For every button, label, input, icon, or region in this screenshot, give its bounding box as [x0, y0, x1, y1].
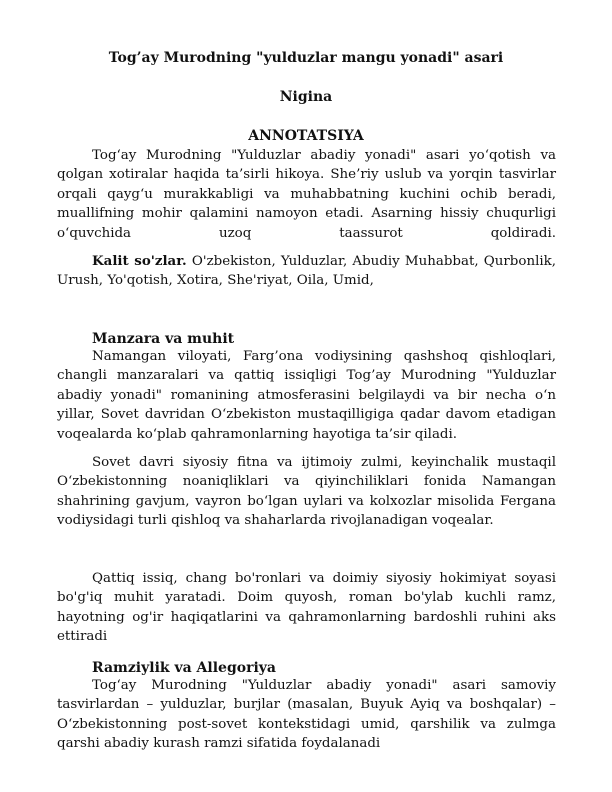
section-paragraph: Namangan viloyati, Farg’ona vodiysining qashshoq qishloqlari, changli manzaralari va qattiq issiqligi Tog’ay Murodning "Yulduzlar abadiy yonadi" romanining atmosferasini belgilaydi va bir necha o‘n yillar, Sovet davridan O‘zbekiston mustaqilligiga qadar davom etadigan voqealarda ko‘plab qahramonlarning hayotiga ta’sir qiladi. — [57, 349, 556, 442]
annotation-heading: ANNOTATSIYA — [248, 128, 364, 144]
keywords-text: O'zbekiston, Yulduzlar, Abudiy Muhabbat, Qurbonlik, Urush, Yo'qotish, Xotira, She'riyat, Oila, Umid, — [57, 254, 557, 289]
section-paragraph: Tog‘ay Murodning "Yulduzlar abadiy yonadi" asari samoviy tasvirlardan – yulduzlar, burjlar (masalan, Buyuk Ayiq va boshqalar) – O‘zbekistonning post-sovet kontekstidagi umid, qarshilik va zulmga qarshi abadiy kurash ramzi sifatida foydalanadi — [57, 678, 556, 752]
annotation-text: Tog‘ay Murodning "Yulduzlar abadiy yonadi" asari yo‘qotish va qolgan xotiralar haqida ta’sirli hikoya. She’riy uslub va yorqin tasvirlar orqali qayg‘u murakkabligi va muhabbatning kuchini ochib beradi, muallifning mohir qalamini namoyon etadi. Asarning hissiy chuqurligi o‘quvchida uzoq taassurot qoldiradi. — [57, 148, 556, 241]
author-name: Nigina — [279, 89, 333, 105]
section-paragraph: Sovet davri siyosiy fitna va ijtimoiy zulmi, keyinchalik mustaqil O‘zbekistonning noaniqliklari va qiyinchiliklari fonida Namangan shahrining gavjum, vayron bo‘lgan uylari va kolxozlar misolida Fergana vodiysidagi turli qishloq va shaharlarda rivojlanadigan voqealar. — [57, 455, 556, 529]
keywords-label: Kalit so'zlar. — [92, 253, 187, 269]
paper-title: Tog’ay Murodning "yulduzlar mangu yonadi" asari — [108, 50, 504, 66]
section-heading-manzara: Manzara va muhit — [92, 331, 235, 347]
section-paragraph: Qattiq issiq, chang bo'ronlari va doimiy siyosiy hokimiyat soyasi bo'g'iq muhit yaratadi. Doim quyosh, roman bo'ylab kuchli ramz, hayotning og'ir haqiqatlarini va qahramonlarning bardoshli ruhini aks ettiradi — [57, 571, 556, 645]
section-heading-ramziylik: Ramziylik va Allegoriya — [92, 660, 276, 676]
keywords-paragraph — [57, 252, 556, 291]
